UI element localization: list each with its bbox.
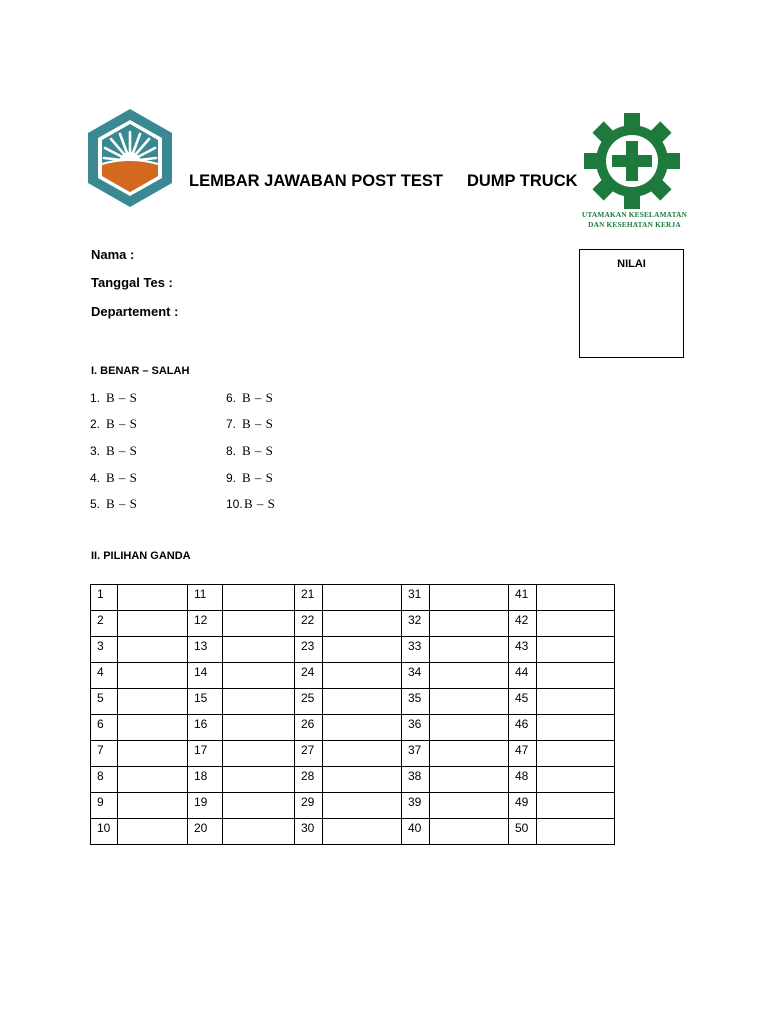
- tf-options: B – S: [242, 390, 274, 405]
- answer-cell[interactable]: [537, 611, 615, 637]
- tf-number: 10.: [226, 497, 243, 511]
- question-number-cell: 38: [402, 767, 430, 793]
- answer-cell[interactable]: [323, 637, 402, 663]
- answer-cell[interactable]: [223, 611, 295, 637]
- answer-cell[interactable]: [430, 767, 509, 793]
- tf-item-2[interactable]: [90, 416, 137, 434]
- tf-options: B – S: [244, 496, 276, 511]
- k3-slogan: [572, 210, 697, 230]
- question-number-cell: 27: [295, 741, 323, 767]
- answer-cell[interactable]: [223, 741, 295, 767]
- question-number-cell: 19: [188, 793, 223, 819]
- answer-cell[interactable]: [537, 585, 615, 611]
- question-number-cell: 44: [509, 663, 537, 689]
- question-number-cell: 45: [509, 689, 537, 715]
- tf-item-5[interactable]: [90, 496, 137, 514]
- answer-cell[interactable]: [537, 637, 615, 663]
- answer-cell[interactable]: [223, 715, 295, 741]
- question-number-cell: 23: [295, 637, 323, 663]
- question-number-cell: 22: [295, 611, 323, 637]
- tf-item-7[interactable]: [226, 416, 273, 434]
- tf-item-4[interactable]: [90, 470, 137, 488]
- answer-cell[interactable]: [118, 611, 188, 637]
- answer-cell[interactable]: [430, 793, 509, 819]
- nilai-score-box[interactable]: [579, 249, 684, 358]
- answer-cell[interactable]: [537, 793, 615, 819]
- table-row: [91, 715, 615, 741]
- question-number-cell: 13: [188, 637, 223, 663]
- table-row: [91, 767, 615, 793]
- table-row: [91, 611, 615, 637]
- question-number-cell: 6: [91, 715, 118, 741]
- tf-options: B – S: [242, 470, 274, 485]
- question-number-cell: 9: [91, 793, 118, 819]
- table-row: [91, 663, 615, 689]
- tf-number: 4.: [90, 471, 101, 485]
- question-number-cell: 39: [402, 793, 430, 819]
- question-number-cell: 32: [402, 611, 430, 637]
- answer-cell[interactable]: [430, 741, 509, 767]
- answer-cell[interactable]: [118, 767, 188, 793]
- tf-item-8[interactable]: [226, 443, 273, 461]
- answer-cell[interactable]: [118, 715, 188, 741]
- answer-cell[interactable]: [537, 715, 615, 741]
- answer-cell[interactable]: [118, 637, 188, 663]
- answer-cell[interactable]: [223, 585, 295, 611]
- question-number-cell: 35: [402, 689, 430, 715]
- question-number-cell: 3: [91, 637, 118, 663]
- question-number-cell: 29: [295, 793, 323, 819]
- question-number-cell: 37: [402, 741, 430, 767]
- answer-cell[interactable]: [430, 689, 509, 715]
- question-number-cell: 14: [188, 663, 223, 689]
- answer-cell[interactable]: [223, 819, 295, 845]
- answer-cell[interactable]: [323, 767, 402, 793]
- question-number-cell: 12: [188, 611, 223, 637]
- question-number-cell: 26: [295, 715, 323, 741]
- answer-cell[interactable]: [323, 585, 402, 611]
- table-row: [91, 819, 615, 845]
- answer-cell[interactable]: [118, 585, 188, 611]
- question-number-cell: 49: [509, 793, 537, 819]
- question-number-cell: 4: [91, 663, 118, 689]
- page-title: [189, 172, 578, 191]
- answer-cell[interactable]: [537, 767, 615, 793]
- question-number-cell: 18: [188, 767, 223, 793]
- question-number-cell: 11: [188, 585, 223, 611]
- answer-cell[interactable]: [223, 793, 295, 819]
- tf-options: B – S: [106, 470, 138, 485]
- table-row: [91, 637, 615, 663]
- section1-heading: I. BENAR – SALAH: [91, 365, 190, 377]
- question-number-cell: 17: [188, 741, 223, 767]
- nama-label: Nama :: [91, 247, 135, 262]
- tf-item-9[interactable]: [226, 470, 273, 488]
- tf-options: B – S: [106, 390, 138, 405]
- question-number-cell: 1: [91, 585, 118, 611]
- answer-cell[interactable]: [323, 689, 402, 715]
- answer-cell[interactable]: [323, 819, 402, 845]
- question-number-cell: 42: [509, 611, 537, 637]
- tf-options: B – S: [106, 496, 138, 511]
- question-number-cell: 16: [188, 715, 223, 741]
- question-number-cell: 33: [402, 637, 430, 663]
- tf-number: 6.: [226, 391, 237, 405]
- answer-cell[interactable]: [537, 689, 615, 715]
- answer-cell[interactable]: [430, 611, 509, 637]
- answer-cell[interactable]: [430, 819, 509, 845]
- departement-label: Departement :: [91, 304, 179, 319]
- answer-cell[interactable]: [118, 819, 188, 845]
- company-hexagon-logo-icon: [84, 106, 176, 210]
- tf-number: 7.: [226, 417, 237, 431]
- question-number-cell: 5: [91, 689, 118, 715]
- tf-number: 8.: [226, 444, 237, 458]
- question-number-cell: 41: [509, 585, 537, 611]
- tanggal-tes-label: Tanggal Tes :: [91, 275, 173, 290]
- question-number-cell: 50: [509, 819, 537, 845]
- answer-cell[interactable]: [118, 689, 188, 715]
- answer-cell[interactable]: [118, 741, 188, 767]
- question-number-cell: 28: [295, 767, 323, 793]
- tf-number: 3.: [90, 444, 101, 458]
- question-number-cell: 2: [91, 611, 118, 637]
- answer-cell[interactable]: [323, 741, 402, 767]
- tf-item-6[interactable]: [226, 390, 273, 408]
- table-row: [91, 741, 615, 767]
- answer-cell[interactable]: [223, 767, 295, 793]
- tf-item-3[interactable]: [90, 443, 137, 461]
- answer-cell[interactable]: [118, 663, 188, 689]
- question-number-cell: 48: [509, 767, 537, 793]
- question-number-cell: 47: [509, 741, 537, 767]
- tf-options: B – S: [106, 443, 138, 458]
- answer-cell[interactable]: [430, 637, 509, 663]
- answer-cell[interactable]: [323, 715, 402, 741]
- tf-options: B – S: [106, 416, 138, 431]
- question-number-cell: 7: [91, 741, 118, 767]
- answer-cell[interactable]: [430, 663, 509, 689]
- question-number-cell: 30: [295, 819, 323, 845]
- question-number-cell: 43: [509, 637, 537, 663]
- question-number-cell: 36: [402, 715, 430, 741]
- answer-cell[interactable]: [118, 793, 188, 819]
- answer-cell[interactable]: [323, 611, 402, 637]
- question-number-cell: 40: [402, 819, 430, 845]
- tf-options: B – S: [242, 416, 274, 431]
- answer-cell[interactable]: [430, 585, 509, 611]
- question-number-cell: 20: [188, 819, 223, 845]
- question-number-cell: 8: [91, 767, 118, 793]
- tf-number: 9.: [226, 471, 237, 485]
- answer-cell[interactable]: [223, 663, 295, 689]
- tf-number: 2.: [90, 417, 101, 431]
- tf-options: B – S: [242, 443, 274, 458]
- section2-heading: II. PILIHAN GANDA: [91, 550, 191, 562]
- question-number-cell: 25: [295, 689, 323, 715]
- question-number-cell: 21: [295, 585, 323, 611]
- tf-number: 1.: [90, 391, 101, 405]
- question-number-cell: 10: [91, 819, 118, 845]
- answer-cell[interactable]: [323, 663, 402, 689]
- table-row: [91, 585, 615, 611]
- subtitle-text: DUMP TRUCK: [466, 172, 578, 190]
- question-number-cell: 24: [295, 663, 323, 689]
- k3-gear-cross-logo-icon: [583, 112, 681, 210]
- answer-cell[interactable]: [537, 741, 615, 767]
- question-number-cell: 34: [402, 663, 430, 689]
- mc-table-body: [91, 585, 615, 845]
- title-text: LEMBAR JAWABAN POST TEST: [189, 172, 443, 190]
- tf-number: 5.: [90, 497, 101, 511]
- table-row: [91, 793, 615, 819]
- k3-slogan-line1: UTAMAKAN KESELAMATAN: [581, 210, 688, 219]
- answer-cell[interactable]: [537, 663, 615, 689]
- question-number-cell: 31: [402, 585, 430, 611]
- answer-cell[interactable]: [223, 689, 295, 715]
- answer-cell[interactable]: [223, 637, 295, 663]
- tf-item-1[interactable]: [90, 390, 137, 408]
- tf-item-10[interactable]: [226, 496, 275, 514]
- answer-cell[interactable]: [430, 715, 509, 741]
- nilai-label: NILAI: [617, 258, 646, 270]
- answer-cell[interactable]: [537, 819, 615, 845]
- table-row: [91, 689, 615, 715]
- multiple-choice-answer-table: [90, 584, 615, 845]
- question-number-cell: 46: [509, 715, 537, 741]
- k3-slogan-line2: DAN KESEHATAN KERJA: [588, 220, 681, 229]
- answer-cell[interactable]: [323, 793, 402, 819]
- question-number-cell: 15: [188, 689, 223, 715]
